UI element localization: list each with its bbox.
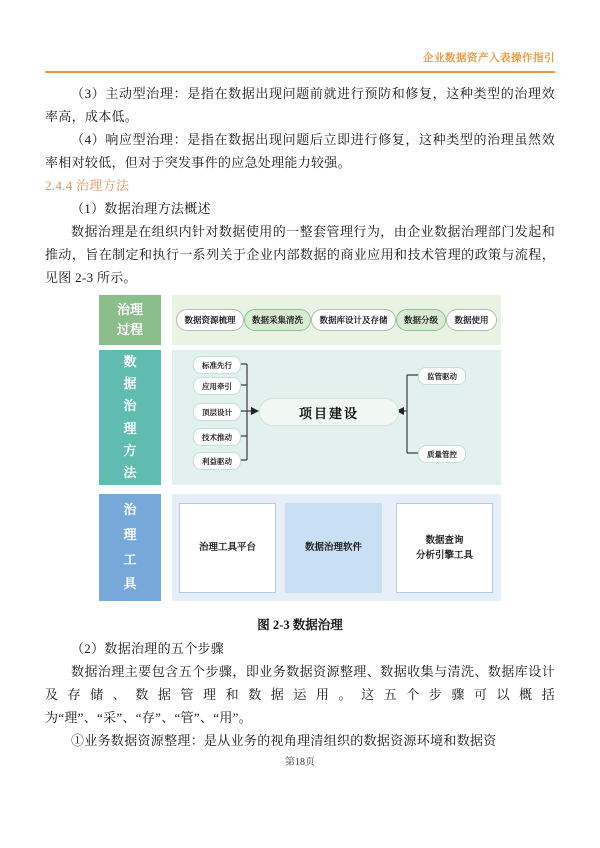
method-output-regulation-driven: 监管驱动 [418,367,466,385]
paragraph-proactive-governance: （3）主动型治理：是指在数据出现问题前就进行预防和修复，这种类型的治理效率高，成本低。 [45,86,555,124]
header-title: 企业数据资产入表操作指引 [423,53,555,64]
arrow-right-icon [251,407,259,415]
project-construction-pill: 项目建设 [259,398,399,426]
paragraph-responsive-governance: （4）响应型治理：是指在数据出现问题后立即进行修复，这种类型的治理虽然效率相对较低，但对于突发事件的应急处理能力较强。 [45,132,555,170]
process-pill-resource-sorting: 数据资源梳理 [176,309,243,331]
method-input-top-level-design: 顶层设计 [193,403,241,421]
tool-box-software: 数据治理软件 [285,503,382,593]
tool-box-query-engine: 数据查询 分析引擎工具 [396,503,493,593]
method-input-interest-driven: 利益驱动 [193,452,241,470]
page-header [45,48,555,73]
subheading-method-overview: （1）数据治理方法概述 [71,201,211,216]
method-input-technology-push: 技术推动 [193,428,241,446]
tool-box-platform: 治理工具平台 [179,503,276,593]
figure-caption: 图 2-3 数据治理 [257,618,343,632]
process-pill-db-design-storage: 数据库设计及存储 [311,309,395,331]
section-heading: 2.4.4 治理方法 [45,178,130,193]
methods-label: 数据治理方法 [99,350,161,485]
subheading-five-steps: （2）数据治理的五个步骤 [71,641,225,656]
method-input-application-pull: 应用牵引 [193,377,241,395]
method-output-quality-control: 质量管控 [418,445,466,463]
page-number: 第18页 [285,757,315,768]
method-input-standards-first: 标准先行 [193,356,241,374]
process-pill-collection-cleaning: 数据采集清洗 [244,309,311,331]
paragraph-governance-overview: 数据治理是在组织内针对数据使用的一整套管理行为，由企业数据治理部门发起和推动，旨在制定和执行一系列关于企业内部数据的商业应用和技术管理的政策与流程，见图 2-3 所示。 [45,224,555,285]
paragraph-step-one: ①业务数据资源整理：是从业务的视角理清组织的数据资源环境和数据资 [71,733,497,748]
figure-data-governance [99,295,505,607]
process-pill-data-grading: 数据分级 [396,309,446,331]
process-pill-data-usage: 数据使用 [446,309,496,331]
process-label: 治理过程 [99,295,161,345]
paragraph-five-steps: 数据治理主要包含五个步骤，即业务数据资源整理、数据收集与清洗、数据库设计及存储、数据管理和数据运用。这五个步骤可以概括为“理”、“采”、“存”、“管”、“用”。 [45,664,555,725]
tools-label: 治理工具 [99,494,161,601]
page-body [45,82,555,752]
